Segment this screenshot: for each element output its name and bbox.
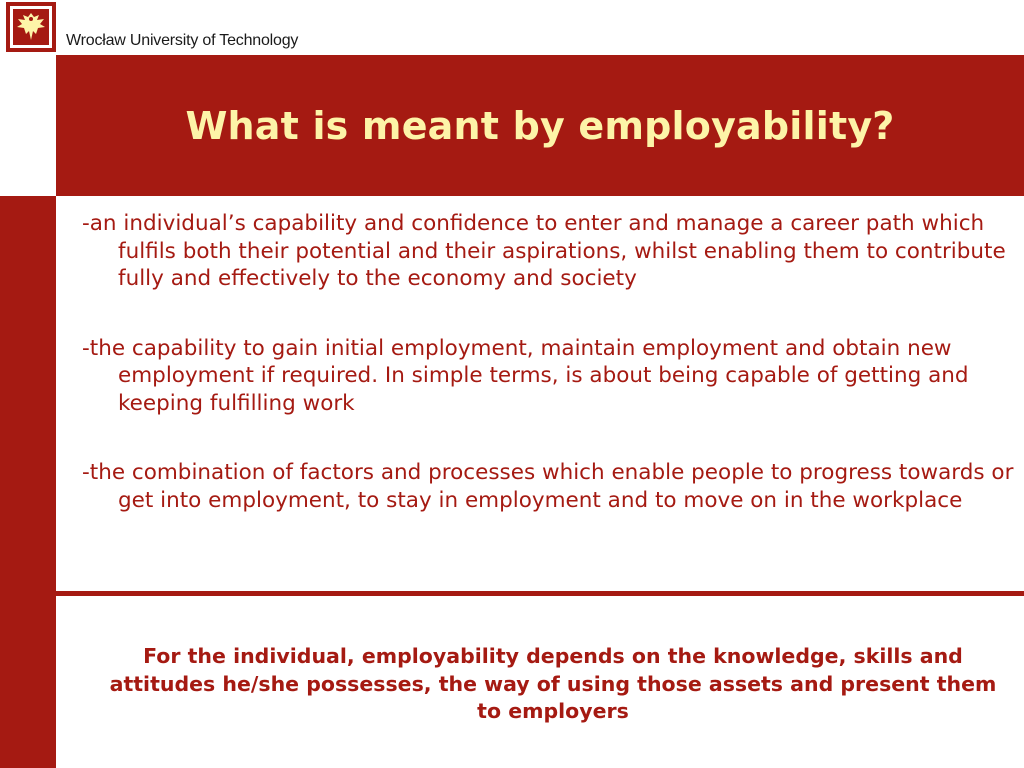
conclusion-text: For the individual, employability depends on the knowledge, skills and attitudes he/she possesses, the way of using those assets and present them to employers [109,644,997,723]
slide-title: What is meant by employability? [185,103,895,148]
definition-item: -the capability to gain initial employment, maintain employment and obtain new employment if required. In simple terms, is about being capable of getting and keeping fulfilling work [82,335,969,416]
section-divider [52,591,1024,596]
eagle-crest-icon [6,2,56,52]
title-band [56,55,1024,196]
definitions-list [82,210,1014,556]
left-accent-stripe [0,196,56,768]
definition-item: -the combination of factors and processes which enable people to progress towards or get into employment, to stay in employment and to move on in the workplace [82,460,1014,513]
university-name: Wrocław University of Technology [66,32,299,49]
university-logo [6,2,56,52]
definition-item: -an individual’s capability and confidence to enter and manage a career path which fulfils both their potential and their aspirations, whilst enabling them to contribute fully and effectively to the economy and society [82,211,1006,291]
